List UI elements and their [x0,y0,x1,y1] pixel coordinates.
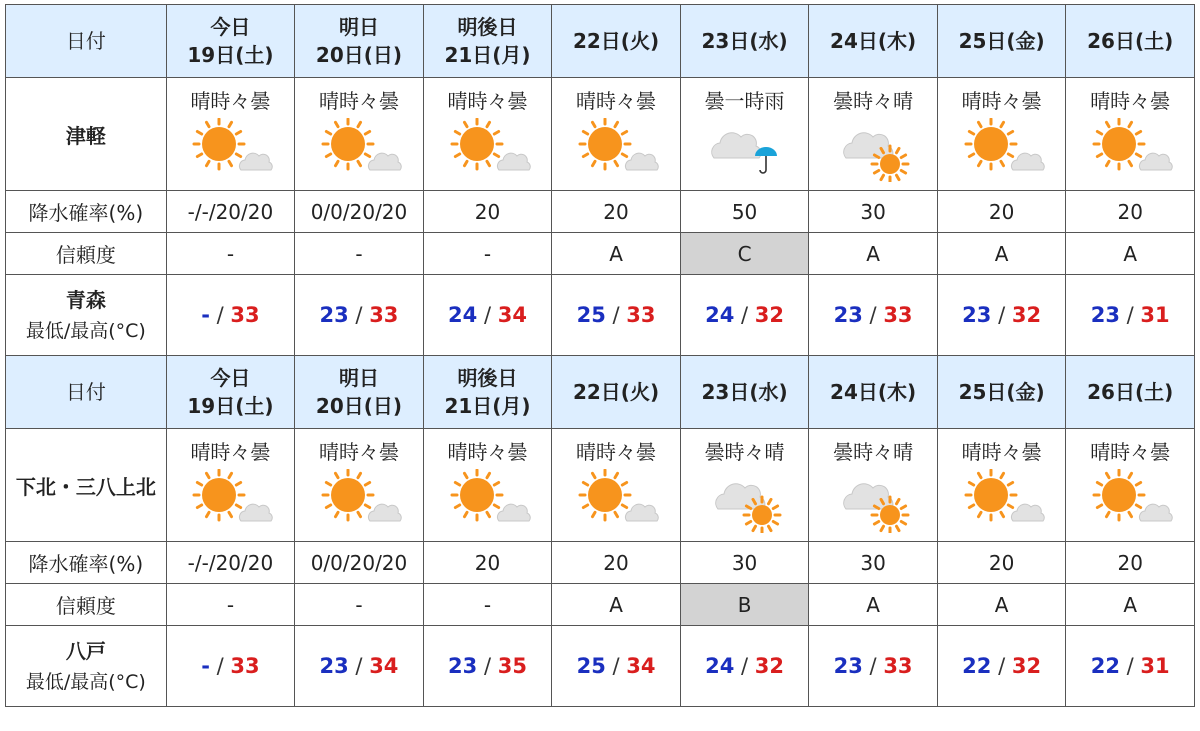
reliability-value: A [1123,592,1138,617]
sun-cloud-icon [1085,118,1175,182]
temperature-cell [937,626,1066,707]
reliability-row [6,584,1195,626]
temp-min: 23 [448,654,478,678]
temp-min: 23 [319,303,349,327]
temperature-label-text: 最低/最高(°C) [25,670,146,693]
temperature-cell [295,626,424,707]
temp-separator: / [348,303,370,327]
cloud-sun-icon [828,469,918,533]
weather-text: 曇時々晴 [833,440,914,464]
sun-cloud-icon [443,118,533,182]
reliability-label-text: 信頼度 [55,594,116,618]
city-name: 八戸 [65,638,106,663]
date-label-text: 日付 [65,29,106,53]
area-name-text: 下北・三八上北 [15,474,156,499]
temp-separator: / [477,654,498,678]
reliability-cell [166,233,295,275]
precip-cell [552,191,681,233]
weather-cell [423,78,552,191]
date-cell [809,356,938,429]
date-cell [680,356,809,429]
date-cell [1066,5,1195,78]
temp-separator: / [991,303,1012,327]
reliability-cell [423,584,552,626]
precip-value: 20 [1117,199,1143,224]
temp-min: - [201,303,210,327]
temp-separator: / [862,654,884,678]
date-day: 26日(土) [1087,29,1174,53]
temp-max: 32 [754,654,785,678]
sun-cloud-icon [443,469,533,533]
reliability-cell [1066,584,1195,626]
reliability-cell [295,233,424,275]
precip-label [6,542,167,584]
temp-max: 33 [230,654,260,678]
sun-cloud-icon [957,118,1047,182]
reliability-cell [809,584,938,626]
area-name-text: 津軽 [65,123,106,148]
precip-label [6,191,167,233]
precip-row [6,542,1195,584]
reliability-cell [680,233,809,275]
temp-min: 25 [576,303,606,327]
date-label-text: 日付 [65,380,106,404]
precip-cell [937,542,1066,584]
reliability-value: C [737,241,752,266]
date-cell [166,356,295,429]
weather-text: 晴時々曇 [576,89,657,113]
area-name [6,78,167,191]
temp-separator: / [1119,303,1141,327]
temp-max: 32 [1011,654,1042,678]
precip-row [6,191,1195,233]
temperature-label [6,626,167,707]
date-day: 21日(月) [444,394,531,418]
weather-text: 晴時々曇 [961,440,1042,464]
reliability-value: - [355,592,363,617]
temperature-cell [937,275,1066,356]
date-relative: 今日 [210,366,251,390]
weather-cell [166,429,295,542]
reliability-value: A [1123,241,1138,266]
temp-min: 23 [833,303,863,327]
weather-text: 晴時々曇 [576,440,657,464]
temp-separator: / [605,654,627,678]
reliability-value: B [737,592,752,617]
weather-cell [680,429,809,542]
precip-cell [166,191,295,233]
temp-min: 23 [1090,303,1120,327]
date-relative: 今日 [210,15,251,39]
weather-cell [680,78,809,191]
precip-label-text: 降水確率(%) [28,201,144,225]
area-name [6,429,167,542]
temp-max: 33 [883,303,913,327]
weather-cell [166,78,295,191]
temperature-cell [166,275,295,356]
weather-cell [423,429,552,542]
reliability-label [6,233,167,275]
date-header-row [6,5,1195,78]
weather-cell [552,429,681,542]
temp-min: 23 [319,654,349,678]
temp-max: 31 [1140,654,1170,678]
temperature-label [6,275,167,356]
reliability-cell [552,584,681,626]
weather-text: 晴時々曇 [318,89,399,113]
date-relative: 明後日 [457,15,518,39]
weather-text: 晴時々曇 [447,440,528,464]
date-day: 19日(土) [187,43,274,67]
temp-max: 33 [369,303,399,327]
precip-value: -/-/20/20 [187,199,274,224]
reliability-cell [166,584,295,626]
temperature-cell [809,275,938,356]
date-relative: 明日 [338,15,379,39]
reliability-value: - [226,592,235,617]
weather-text: 晴時々曇 [1090,440,1171,464]
date-cell [423,356,552,429]
date-cell [552,356,681,429]
precip-value: 20 [603,199,629,224]
temp-separator: / [605,303,627,327]
date-cell [1066,356,1195,429]
reliability-value: A [866,241,880,266]
precip-cell [1066,542,1195,584]
reliability-value: - [483,241,492,266]
sun-cloud-icon [957,469,1047,533]
precip-value: 0/0/20/20 [310,550,408,575]
temperature-cell [295,275,424,356]
precip-value: 20 [1117,550,1143,575]
temp-separator: / [209,654,231,678]
temperature-cell [423,626,552,707]
weather-text: 曇時々晴 [833,89,914,113]
sun-cloud-icon [1085,469,1175,533]
weather-cell [937,78,1066,191]
temp-min: 22 [962,654,992,678]
temperature-cell [166,626,295,707]
cloud-sun-icon [700,469,790,533]
temp-separator: / [209,303,231,327]
date-cell [937,356,1066,429]
precip-value: 20 [988,199,1015,224]
temperature-cell [1066,275,1195,356]
date-day: 23日(水) [701,380,788,404]
weather-cell [1066,78,1195,191]
date-day: 24日(木) [830,29,917,53]
temp-min: 24 [448,303,478,327]
precip-value: 20 [474,550,501,575]
temp-min: - [201,654,210,678]
weather-text: 曇時々晴 [704,440,785,464]
date-day: 22日(火) [572,380,660,404]
precip-value: 0/0/20/20 [310,199,408,224]
reliability-label [6,584,167,626]
temp-min: 25 [576,654,606,678]
temp-max: 34 [369,654,399,678]
temp-separator: / [734,654,755,678]
precip-cell [680,191,809,233]
temp-min: 24 [705,654,735,678]
date-cell [680,5,809,78]
reliability-cell [680,584,809,626]
reliability-value: - [483,592,492,617]
temp-separator: / [477,303,498,327]
temp-separator: / [348,654,370,678]
precip-cell [552,542,681,584]
temp-max: 33 [626,303,656,327]
reliability-cell [937,584,1066,626]
weather-text: 晴時々曇 [190,89,271,113]
date-cell [809,5,938,78]
precip-cell [1066,191,1195,233]
temp-min: 24 [705,303,735,327]
temperature-cell [680,275,809,356]
temp-min: 23 [833,654,863,678]
temp-max: 33 [230,303,260,327]
temp-separator: / [862,303,884,327]
sun-cloud-icon [314,118,404,182]
weather-cell [937,429,1066,542]
reliability-value: A [994,592,1009,617]
date-cell [166,5,295,78]
temperature-cell [552,275,681,356]
cloud-sun-icon [828,118,918,182]
date-day: 23日(水) [701,29,788,53]
date-day: 20日(日) [315,394,403,418]
precip-value: 30 [731,550,758,575]
reliability-value: - [226,241,235,266]
reliability-label-text: 信頼度 [55,243,116,267]
date-cell [423,5,552,78]
temp-min: 23 [962,303,992,327]
precip-value: 20 [988,550,1015,575]
temperature-cell [809,626,938,707]
reliability-value: A [609,592,623,617]
temperature-cell [423,275,552,356]
temp-max: 34 [497,303,527,327]
weather-row [6,78,1195,191]
temp-max: 32 [754,303,785,327]
date-header-row [6,356,1195,429]
weather-cell [1066,429,1195,542]
date-day: 22日(火) [572,29,660,53]
precip-value: 50 [731,199,758,224]
reliability-cell [295,584,424,626]
date-relative: 明日 [338,366,379,390]
precip-value: 20 [474,199,501,224]
date-cell [295,356,424,429]
precip-cell [680,542,809,584]
temperature-label-text: 最低/最高(°C) [25,319,146,342]
date-day: 21日(月) [444,43,531,67]
precip-cell [937,191,1066,233]
precip-cell [295,542,424,584]
date-day: 20日(日) [315,43,403,67]
reliability-cell [809,233,938,275]
date-day: 25日(金) [958,380,1045,404]
weather-cell [809,78,938,191]
temperature-cell [552,626,681,707]
temp-max: 33 [883,654,913,678]
precip-cell [166,542,295,584]
precip-cell [809,191,938,233]
sun-cloud-icon [185,118,275,182]
reliability-value: A [866,592,880,617]
temp-separator: / [734,303,755,327]
temp-separator: / [991,654,1012,678]
temp-max: 32 [1011,303,1042,327]
reliability-cell [423,233,552,275]
reliability-cell [552,233,681,275]
reliability-cell [937,233,1066,275]
sun-cloud-icon [185,469,275,533]
temperature-cell [1066,626,1195,707]
forecast-table [5,4,1195,707]
date-day: 19日(土) [187,394,274,418]
temp-max: 34 [626,654,656,678]
precip-value: -/-/20/20 [187,550,274,575]
temp-max: 35 [497,654,527,678]
sun-cloud-icon [571,118,661,182]
date-day: 25日(金) [958,29,1045,53]
precip-value: 30 [860,199,886,224]
reliability-value: - [355,241,363,266]
date-day: 26日(土) [1087,380,1174,404]
date-cell [295,5,424,78]
weather-text: 晴時々曇 [190,440,271,464]
weather-cell [295,78,424,191]
precip-cell [423,542,552,584]
reliability-row [6,233,1195,275]
weather-cell [809,429,938,542]
date-cell [937,5,1066,78]
reliability-value: A [994,241,1009,266]
date-label [6,356,167,429]
weather-cell [552,78,681,191]
weather-row [6,429,1195,542]
weather-text: 晴時々曇 [447,89,528,113]
temperature-cell [680,626,809,707]
weather-text: 曇一時雨 [704,89,785,113]
city-name: 青森 [65,287,106,312]
temp-max: 31 [1140,303,1170,327]
precip-cell [809,542,938,584]
temperature-row [6,626,1195,707]
date-relative: 明後日 [457,366,518,390]
weather-text: 晴時々曇 [318,440,399,464]
precip-cell [295,191,424,233]
date-label [6,5,167,78]
date-day: 24日(木) [830,380,917,404]
reliability-value: A [609,241,623,266]
precip-label-text: 降水確率(%) [28,552,144,576]
precip-cell [423,191,552,233]
sun-cloud-icon [571,469,661,533]
reliability-cell [1066,233,1195,275]
precip-value: 30 [860,550,886,575]
weather-cell [295,429,424,542]
cloud-umbrella-icon [700,118,790,182]
temperature-row [6,275,1195,356]
temp-separator: / [1119,654,1141,678]
weather-text: 晴時々曇 [1090,89,1171,113]
date-cell [552,5,681,78]
precip-value: 20 [603,550,629,575]
weather-text: 晴時々曇 [961,89,1042,113]
sun-cloud-icon [314,469,404,533]
temp-min: 22 [1090,654,1120,678]
